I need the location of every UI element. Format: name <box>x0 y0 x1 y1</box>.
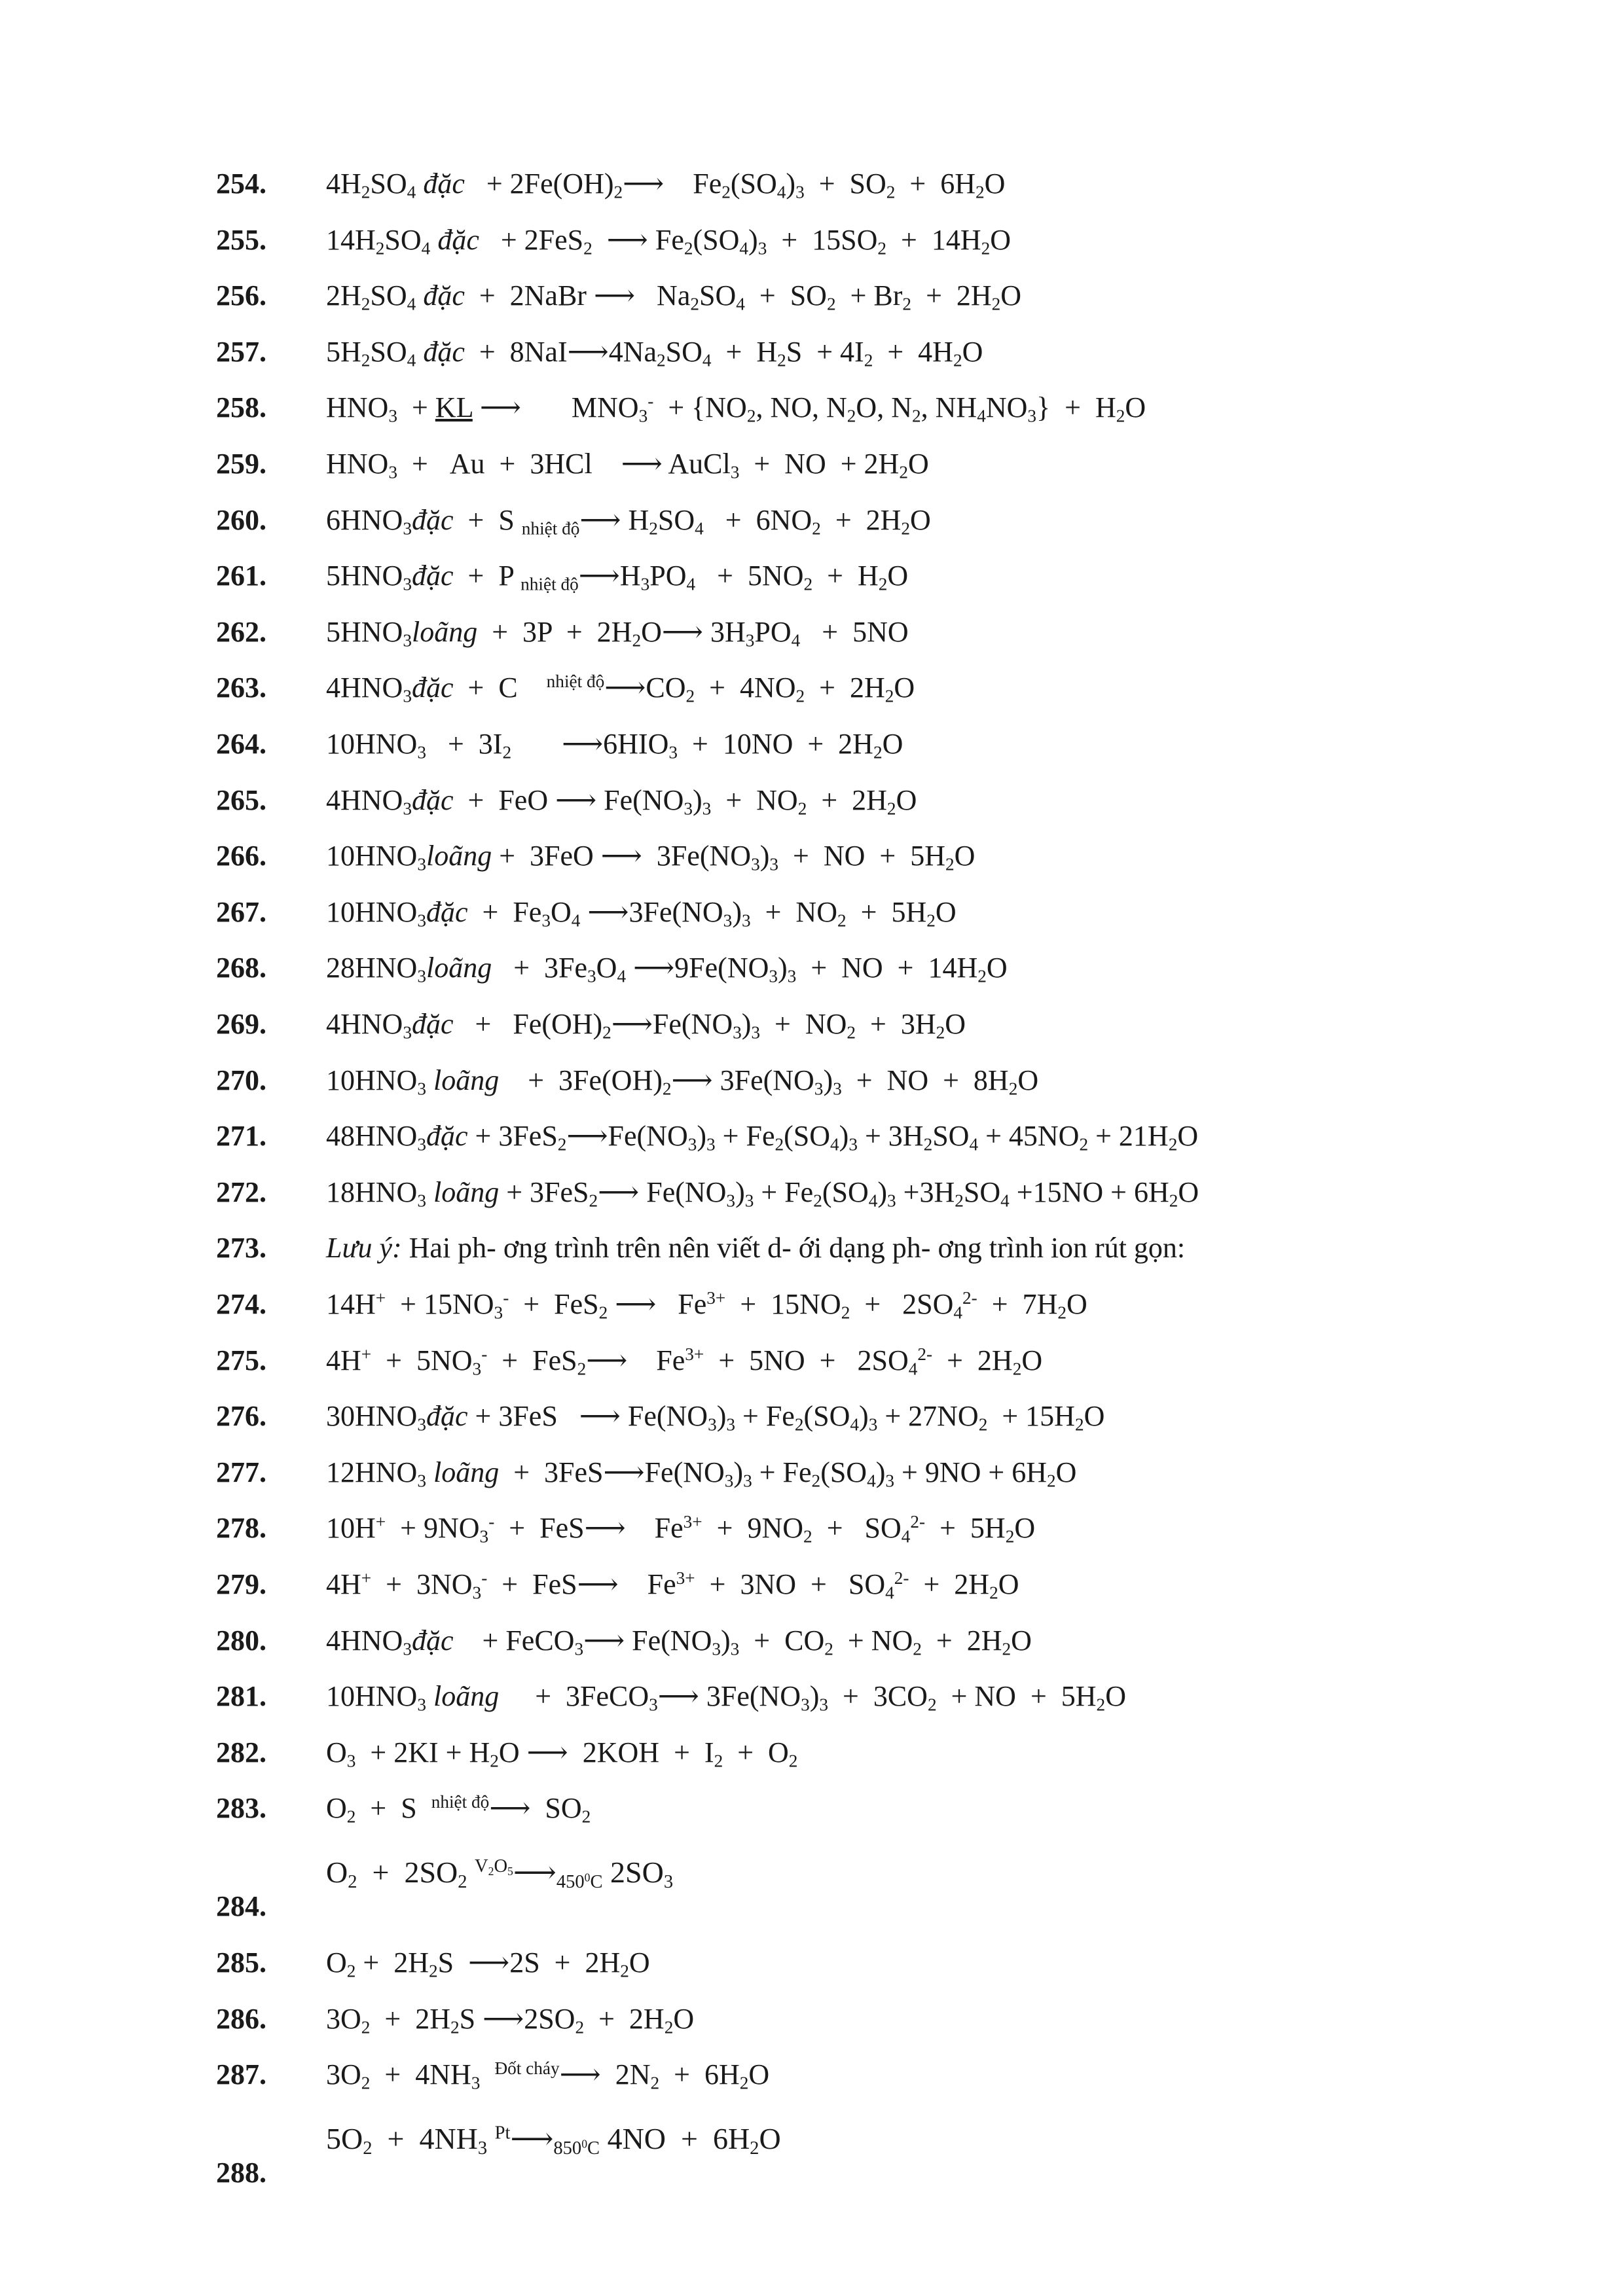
equation-row <box>0 1725 1623 1781</box>
equation-text: $O_2 + 2SO_2$ $^{V_2O_5}⟶_{450^0C}$ $2SO_3$ <box>326 1856 674 1892</box>
equation-text: $5HNO_3loãng + 3P$ + $2H_2O⟶$ $3H_3PO_4 + 5NO$ <box>326 615 909 651</box>
equation-number: 268. <box>216 952 266 984</box>
equation-number: 266. <box>216 840 266 872</box>
equation-number: 275. <box>216 1344 266 1376</box>
equation-number: 278. <box>216 1512 266 1545</box>
equation-text: $5HNO_3đặc + P$ $_{nhiệt độ}⟶H_3PO_4 + 5NO_2 + H_2O$ <box>326 560 909 594</box>
equation-number: 285. <box>216 1946 266 1979</box>
equation-text: $10HNO_3 + 3I_2$ $⟶6HIO_3 + 10NO + 2H_2O$ <box>326 728 903 762</box>
equation-number: 254. <box>216 168 266 200</box>
equation-number: 277. <box>216 1456 266 1488</box>
equation-text: $4HNO_3đặc$ + $Fe(OH)_2⟶Fe(NO_3)_3 + NO_2 + 3H_2O$ <box>326 1008 966 1043</box>
equation-text: $10HNO_3loãng + 3FeO$ ⟶ $3Fe(NO_3)_3$ + NO + $5H_2O$ <box>326 840 976 874</box>
equation-row <box>0 1164 1623 1221</box>
equation-number: 273. <box>216 1232 266 1265</box>
equation-number: 287. <box>216 2058 266 2091</box>
equation-number: 256. <box>216 279 266 312</box>
equation-row <box>0 2047 1623 2103</box>
equation-row <box>0 2103 1623 2201</box>
equation-number: 280. <box>216 1624 266 1657</box>
equation-number: 267. <box>216 895 266 928</box>
equation-text: $10HNO_3$ loãng + $3Fe(OH)_2⟶$ $3Fe(NO_3)_3$ + NO + $8H_2O$ <box>326 1064 1039 1099</box>
equation-row <box>0 492 1623 548</box>
equation-row <box>0 1935 1623 1991</box>
equation-text: $4H^+ + 5NO_3^-$ + FeS$_2$⟶ $Fe^{3+} + 5NO + 2SO_4^{2-} + 2H_2O$ <box>326 1344 1043 1379</box>
equation-text: $48HNO_3đặc$ + $3FeS_2⟶Fe(NO_3)_3 + Fe_2(SO_4)_3 + 3H_2SO_4 + 45NO_2 + 21H_2O$ <box>326 1120 1199 1155</box>
equation-row <box>0 604 1623 660</box>
equation-row <box>0 1780 1623 1837</box>
equation-row <box>0 1556 1623 1613</box>
equation-text: $10HNO_3đặc + Fe_3O_4$ $⟶3Fe(NO_3)_3 + NO_2 + 5H_2O$ <box>326 895 957 931</box>
equation-number: 255. <box>216 223 266 256</box>
equation-row <box>0 940 1623 996</box>
equation-row <box>0 1991 1623 2047</box>
equation-row <box>0 212 1623 268</box>
equation-text: Lưu ý: Hai ph- ơng trình trên nên viết d- ới dạng ph- ơng trình ion rút gọn: <box>326 1232 1186 1265</box>
equation-row <box>0 324 1623 380</box>
equation-number: 258. <box>216 391 266 424</box>
equation-row <box>0 1108 1623 1164</box>
equation-row <box>0 156 1623 212</box>
equation-text: $4HNO_3đặc$ + FeO ⟶ $Fe(NO_3)_3 + NO_2 + 2H_2O$ <box>326 783 917 819</box>
equation-text: $4HNO_3đặc + C$ $^{nhiệt độ}⟶CO_2 + 4NO_2 + 2H_2O$ <box>326 672 915 707</box>
equation-text: $O_2 + 2H_2S$ ⟶2S + $2H_2O$ <box>326 1946 650 1981</box>
equation-row <box>0 268 1623 324</box>
equation-text: $14H^+ + 15NO_3^- + FeS_2$ ⟶ $Fe^{3+} + 15NO_2 + 2SO_4^{2-} + 7H_2O$ <box>326 1288 1087 1323</box>
equation-number: 265. <box>216 783 266 816</box>
equation-row <box>0 1276 1623 1333</box>
equation-number: 288. <box>216 2156 266 2189</box>
equation-text: $4HNO_3đặc$ + FeCO$_3$⟶ $Fe(NO_3)_3 + CO_2 + NO_2 + 2H_2O$ <box>326 1624 1032 1659</box>
equation-row <box>0 1444 1623 1501</box>
equation-row <box>0 716 1623 772</box>
equation-number: 283. <box>216 1792 266 1825</box>
equation-number: 271. <box>216 1120 266 1153</box>
equation-text: $HNO_3 + Au + 3HCl$ ⟶ AuCl$_3$ + NO + $2H_2O$ <box>326 448 929 482</box>
equation-number: 286. <box>216 2002 266 2035</box>
equation-number: 274. <box>216 1288 266 1320</box>
equation-row <box>0 548 1623 604</box>
equation-number: 269. <box>216 1008 266 1040</box>
equation-text: $O_3 + 2KI + H_2O$ ⟶ $2KOH + I_2 + O_2$ <box>326 1736 798 1771</box>
equation-number: 281. <box>216 1680 266 1713</box>
equation-row <box>0 436 1623 492</box>
equation-row <box>0 1388 1623 1444</box>
equation-row <box>0 1333 1623 1389</box>
equation-number: 261. <box>216 560 266 592</box>
equation-text: $HNO_3$ + KL ⟶ $MNO_3^- + \{NO_2$, NO, $N_2O$, $N_2$, $NH_4NO_3\} + H_2O$ <box>326 391 1146 427</box>
equation-text: $6HNO_3đặc + S$ $_{nhiệt độ}$⟶ $H_2SO_4 + 6NO_2 + 2H_2O$ <box>326 503 931 539</box>
equation-row <box>0 1837 1623 1935</box>
equation-text: $10H^+ + 9NO_3^-$ + FeS⟶ $Fe^{3+} + 9NO_2 + SO_4^{2-} + 5H_2O$ <box>326 1512 1036 1547</box>
equation-row <box>0 1052 1623 1109</box>
equation-text: $4H_2SO_4$ đặc + $2Fe(OH)_2⟶$ $Fe_2(SO_4)_3 + SO_2 + 6H_2O$ <box>326 168 1006 202</box>
equation-row <box>0 996 1623 1052</box>
equation-number: 264. <box>216 728 266 760</box>
equation-row <box>0 884 1623 941</box>
equation-number: 270. <box>216 1064 266 1096</box>
equation-row <box>0 1613 1623 1669</box>
equation-text: $5H_2SO_4$ đặc + $8NaI⟶4Na_2SO_4 + H_2S + 4I_2 + 4H_2O$ <box>326 335 983 370</box>
equation-row <box>0 380 1623 436</box>
equation-number: 282. <box>216 1736 266 1768</box>
equation-text: $28HNO_3loãng + 3Fe_3O_4$ $⟶9Fe(NO_3)_3$ + NO + $14H_2O$ <box>326 952 1008 987</box>
equation-text: $4H^+ + 3NO_3^-$ + FeS⟶ $Fe^{3+} + 3NO + SO_4^{2-} + 2H_2O$ <box>326 1568 1019 1603</box>
equation-text: $O_2 + S$ $^{nhiệt độ}$⟶ $SO_2$ <box>326 1792 591 1827</box>
equation-row <box>0 660 1623 716</box>
equation-row <box>0 1668 1623 1725</box>
equation-number: 284. <box>216 1890 266 1922</box>
equation-text: $3O_2 + 4NH_3$ $^{Đốt cháy}$⟶ $2N_2 + 6H_2O$ <box>326 2058 770 2093</box>
equation-number: 263. <box>216 672 266 704</box>
equation-number: 262. <box>216 615 266 648</box>
equation-number: 257. <box>216 335 266 368</box>
equation-number: 279. <box>216 1568 266 1600</box>
equation-text: $14H_2SO_4$ đặc + 2FeS$_2$ ⟶ $Fe_2(SO_4)_3 + 15SO_2 + 14H_2O$ <box>326 223 1012 259</box>
equation-row <box>0 772 1623 829</box>
equation-row <box>0 1220 1623 1276</box>
equation-text: $2H_2SO_4$ đặc + 2NaBr ⟶ $Na_2SO_4 + SO_2 + Br_2 + 2H_2O$ <box>326 279 1022 314</box>
equation-number: 272. <box>216 1175 266 1208</box>
equation-number: 276. <box>216 1400 266 1433</box>
equation-number: 260. <box>216 503 266 536</box>
equation-number: 259. <box>216 448 266 480</box>
equation-text: $30HNO_3đặc + 3FeS$ ⟶ $Fe(NO_3)_3 + Fe_2(SO_4)_3 + 27NO_2 + 15H_2O$ <box>326 1400 1105 1435</box>
equation-text: $18HNO_3$ loãng + 3FeS$_2$⟶ $Fe(NO_3)_3 + Fe_2(SO_4)_3 +3H_2SO_4 +15NO + 6H_2O$ <box>326 1175 1199 1211</box>
equation-text: $12HNO_3$ loãng + $3FeS⟶Fe(NO_3)_3 + Fe_2(SO_4)_3 + 9NO + 6H_2O$ <box>326 1456 1077 1491</box>
equation-row <box>0 1500 1623 1556</box>
equation-text: $3O_2 + 2H_2S$ $⟶2SO_2 + 2H_2O$ <box>326 2002 695 2037</box>
equation-text: $10HNO_3$ loãng + 3FeCO$_3$⟶ $3Fe(NO_3)_3 + 3CO_2$ + NO + $5H_2O$ <box>326 1680 1126 1715</box>
equation-row <box>0 828 1623 884</box>
equation-text: $5O_2 + 4NH_3$ $^{Pt}⟶_{850^0C}$ $4NO + 6H_2O$ <box>326 2121 781 2159</box>
